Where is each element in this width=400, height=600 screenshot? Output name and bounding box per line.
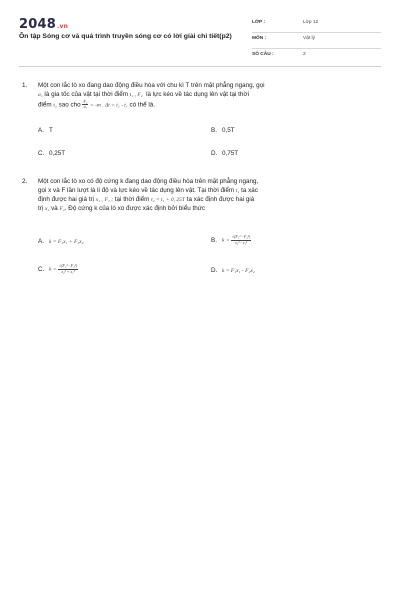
question-fragment: định được hai giá trị: [38, 195, 94, 203]
math-x1: x₁ ,: [95, 196, 103, 203]
option-letter: B.: [211, 127, 217, 134]
option-text: 0,25T: [49, 150, 66, 157]
option-letter: D.: [211, 267, 218, 274]
question-fragment: . Độ cứng k của lò xo được xác định bởi biểu thức: [64, 204, 206, 212]
option-letter: C.: [38, 150, 45, 157]
math-equation: = -m . Δt = t₂ - t₁: [90, 102, 128, 109]
document-title: Ôn tập Sóng cơ và quá trình truyền sóng cơ có lời giải chi tiết(p2): [19, 33, 232, 40]
logo-text: 2048: [19, 17, 56, 32]
question-line: [38, 187, 380, 196]
math-t2-eq: t₂ = t₁ + 0, 25T: [151, 196, 185, 203]
meta-row-class: [252, 17, 381, 33]
meta-value: 2: [303, 52, 306, 57]
math-fraction: [82, 100, 88, 110]
option-letter: D.: [211, 150, 218, 157]
math-x2: x₂: [45, 205, 50, 212]
option-letter: A.: [38, 238, 44, 245]
question-fragment: có thể là.: [129, 101, 156, 109]
option-formula: k = F₁x₁ - F₂x₂: [222, 268, 255, 274]
math-t1-f2: t₁ , F₂: [129, 91, 143, 98]
option-text: 0,75T: [222, 150, 239, 157]
fraction-denominator: a₁: [83, 104, 88, 110]
math-f2: F₂: [59, 205, 65, 212]
option-a[interactable]: [38, 127, 53, 134]
question-fragment: ta xác định được hai giá: [186, 195, 255, 203]
document-header: [19, 17, 381, 63]
option-text: T: [49, 127, 53, 134]
question-fragment: và: [51, 204, 58, 212]
option-c[interactable]: [38, 150, 65, 157]
option-letter: C.: [38, 265, 45, 273]
meta-label: MÔN :: [252, 36, 267, 41]
question-line: Một con lắc lò xo có độ cứng k đang dao động điều hòa trên mặt phẳng ngang,: [38, 178, 259, 185]
option-d[interactable]: [211, 267, 255, 274]
question-fragment: là lực kéo về tác dụng lên vật tại thời: [146, 90, 249, 98]
math-a1: a₁: [38, 91, 43, 98]
question-number: 1.: [22, 82, 28, 89]
option-letter: A.: [38, 127, 44, 134]
question-fragment: ta xác: [241, 186, 258, 194]
math-t2: t₂: [53, 102, 57, 109]
option-d[interactable]: [211, 150, 238, 157]
option-fraction: [231, 235, 251, 245]
option-formula-prefix: k =: [49, 266, 58, 273]
fraction-numerator: √(F₁² - F₂²): [58, 263, 78, 268]
meta-table: [252, 17, 381, 64]
option-a[interactable]: [38, 238, 84, 245]
option-text: 0,5T: [222, 127, 235, 134]
option-b[interactable]: [211, 235, 251, 245]
meta-row-count: [252, 49, 381, 64]
site-logo[interactable]: [19, 17, 68, 32]
fraction-denominator: x₂² + x₁²: [61, 268, 75, 274]
math-t1: t₁: [235, 187, 240, 194]
question-line: Một con lắc lò xo đang dao động điều hòa với chu kì T trên mặt phẳng ngang, gọi: [38, 82, 265, 89]
question-line: [38, 196, 380, 205]
option-formula-prefix: k =: [222, 237, 231, 244]
question-line: [38, 205, 380, 214]
question-fragment: là gia tốc của vật tại thời điểm: [44, 90, 129, 98]
fraction-numerator: √(F₁² - F₂²): [231, 234, 251, 239]
header-divider: [19, 66, 381, 67]
meta-value: Lớp 12: [303, 20, 319, 25]
meta-label: LỚP :: [252, 20, 266, 25]
meta-value: Vật lý: [303, 36, 315, 41]
question-line: [38, 100, 380, 111]
question-fragment: sao cho: [58, 101, 81, 109]
math-f1: F₁ ;: [104, 196, 114, 203]
question-fragment: trị: [38, 204, 44, 212]
logo-suffix: .vn: [56, 23, 69, 30]
meta-row-subject: [252, 33, 381, 49]
option-letter: B.: [211, 236, 217, 244]
question-fragment: gọi x và F lần lượt là li độ và lực kéo về tác dụng lên vật. Tại thời điểm: [38, 186, 235, 194]
question-text: [38, 178, 380, 214]
option-b[interactable]: [211, 127, 235, 134]
question-fragment: điểm: [38, 101, 52, 109]
option-c[interactable]: [38, 264, 78, 274]
question-number: 2.: [22, 178, 28, 185]
question-text: [38, 82, 380, 110]
question-line: [38, 91, 380, 100]
option-fraction: [58, 264, 78, 274]
option-formula: k = F₁x₁ + F₂x₂: [49, 239, 84, 245]
meta-label: SỐ CÂU :: [252, 52, 274, 57]
question-fragment: tại thời điểm: [114, 195, 150, 203]
fraction-denominator: x₂² - x₁²: [235, 239, 248, 245]
fraction-numerator: F₂: [83, 98, 88, 104]
